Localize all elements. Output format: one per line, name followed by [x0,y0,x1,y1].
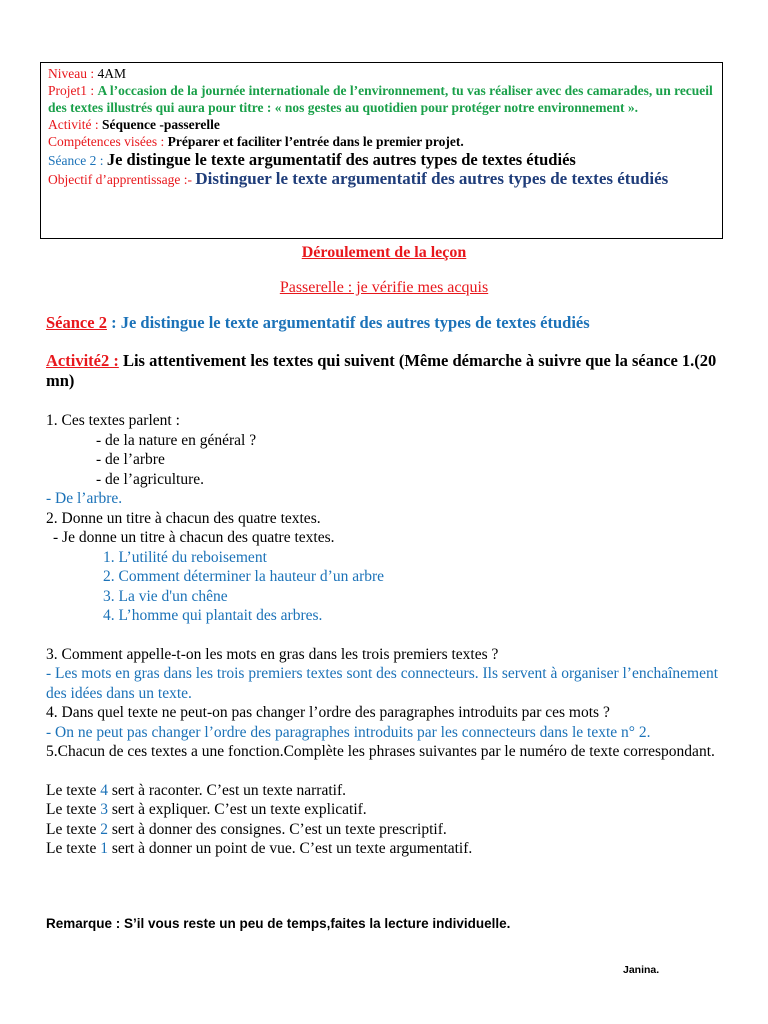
activite-heading [46,351,736,391]
seance-label: Séance 2 : [48,153,104,168]
competences-label: Compétences visées : [48,134,165,149]
questions-block [46,411,736,859]
header-box [40,62,723,239]
competences-value: Préparer et faciliter l’entrée dans le premier projet. [167,134,464,149]
function-pre: Le texte [46,781,97,799]
question-2-answer-intro: - Je donne un titre à chacun des quatre textes. [53,529,335,546]
activite-line [48,116,714,133]
function-post: sert à expliquer. C’est un texte explicatif. [111,801,367,818]
function-number: 2 [100,820,108,838]
function-number: 4 [100,781,108,799]
seance-value: Je distingue le texte argumentatif des autres types de textes étudiés [106,150,576,169]
seance-heading [46,313,736,333]
objectif-label: Objectif d’apprentissage :- [48,172,192,187]
function-line [46,781,736,801]
seance-heading-label: Séance 2 [46,313,107,332]
seance-line [48,150,714,169]
question-2-title: 3. La vie d'un chêne [103,587,228,605]
niveau-label: Niveau : [48,66,95,81]
activite-label: Activité : [48,117,99,132]
question-2: 2. Donne un titre à chacun des quatre textes. [46,509,321,527]
activite-heading-label: Activité2 : [46,351,119,370]
question-1-option: - de l’arbre [96,451,165,468]
projet-text: A l’occasion de la journée internationale de l’environnement, tu vas réaliser avec des camarades, un recueil des textes illustrés qui aura pour titre : « nos gestes au quotidien pour protéger notre environnement ». [48,83,713,115]
question-1: 1. Ces textes parlent : [46,412,180,429]
lesson-subtitle: Passerelle : je vérifie mes acquis [279,279,489,296]
seance-heading-colon: : [111,313,117,332]
function-post: sert à donner des consignes. C’est un texte prescriptif. [111,820,447,838]
function-line [46,800,736,820]
function-number: 1 [100,840,108,857]
niveau-line [48,65,714,82]
niveau-value: 4AM [97,66,127,81]
remark: Remarque : S’il vous reste un peu de temps,faites la lecture individuelle. [46,916,511,931]
question-1-option: - de la nature en général ? [96,431,257,449]
function-pre: Le texte [46,820,97,838]
objectif-line [48,169,714,189]
question-1-option: - de l’agriculture. [96,470,205,488]
projet-line [48,82,714,116]
competences-line [48,133,714,150]
question-4: 4. Dans quel texte ne peut-on pas changer l’ordre des paragraphes introduits par ces mots ? [46,704,610,721]
function-line [46,820,736,840]
question-5: 5.Chacun de ces textes a une fonction.Complète les phrases suivantes par le numéro de texte correspondant. [46,743,715,760]
function-line [46,839,736,859]
function-pre: Le texte [46,840,97,857]
seance-heading-title: Je distingue le texte argumentatif des autres types de textes étudiés [120,313,590,332]
function-pre: Le texte [46,801,97,818]
question-3: 3. Comment appelle-t-on les mots en gras dans les trois premiers textes ? [46,645,499,663]
function-post: sert à raconter. C’est un texte narratif. [111,781,346,799]
objectif-value: Distinguer le texte argumentatif des autres types de textes étudiés [195,169,669,188]
question-2-title: 1. L’utilité du reboisement [103,548,267,566]
activite-value: Séquence -passerelle [102,117,220,132]
projet-label: Projet1 : [48,83,95,98]
question-1-answer: - De l’arbre. [46,490,123,507]
activite-heading-text: Lis attentivement les textes qui suivent (Même démarche à suivre que la séance 1.(20 mn) [46,351,717,390]
question-4-answer: - On ne peut pas changer l’ordre des paragraphes introduits par les connecteurs dans le texte n° 2. [46,723,651,741]
function-post: sert à donner un point de vue. C’est un texte argumentatif. [111,840,473,857]
lesson-title: Déroulement de la leçon [301,244,467,261]
question-2-title: 4. L’homme qui plantait des arbres. [103,607,323,624]
function-number: 3 [100,801,108,818]
question-2-title: 2. Comment déterminer la hauteur d’un arbre [103,568,385,585]
question-3-answer: - Les mots en gras dans les trois premiers textes sont des connecteurs. Ils servent à organiser l’enchaînement des idées dans un texte. [46,665,719,702]
signature: Janina. [623,964,660,976]
